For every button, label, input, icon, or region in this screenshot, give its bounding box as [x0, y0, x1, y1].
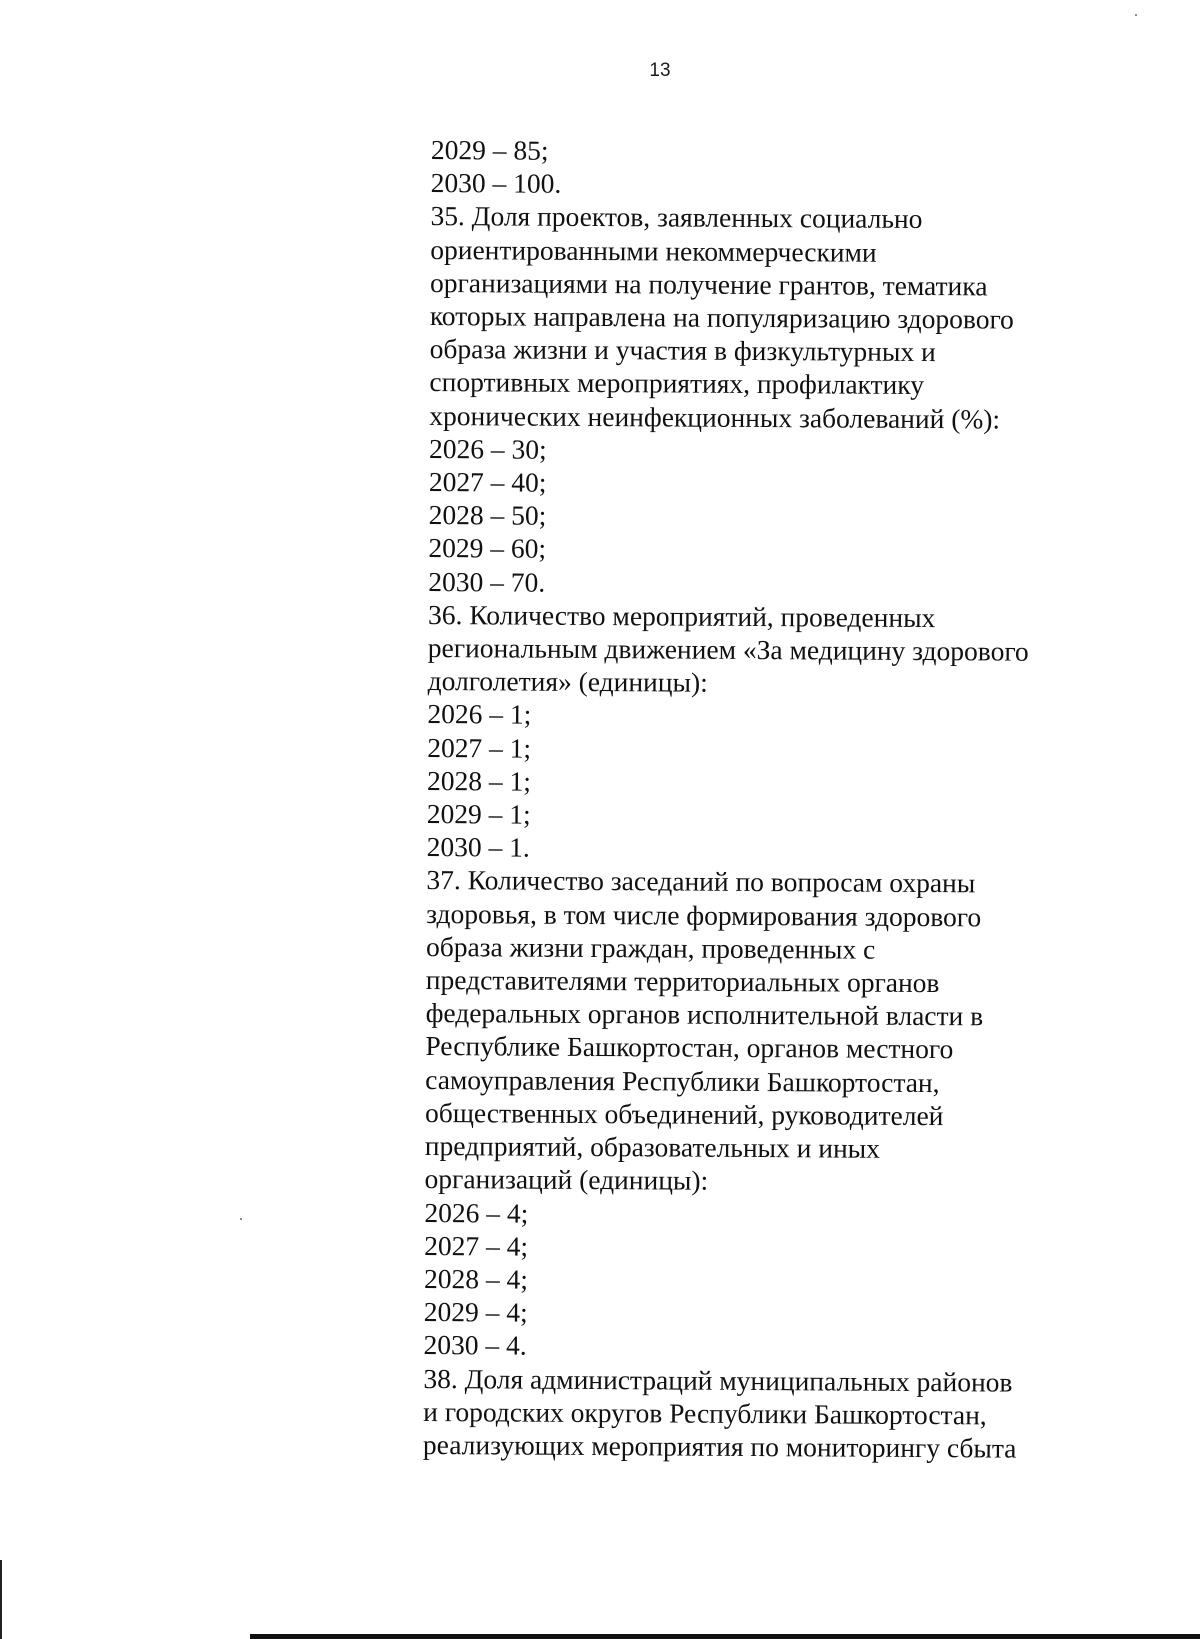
- text-line: 2026 – 1;: [427, 698, 532, 731]
- text-line: ориентированными некоммерческими: [430, 233, 877, 268]
- text-line: и городских округов Республики Башкортостан,: [423, 1395, 987, 1431]
- text-line: 2030 – 4.: [423, 1329, 527, 1361]
- text-line: организаций (единицы):: [424, 1163, 709, 1197]
- text-line: 2029 – 85;: [430, 133, 549, 166]
- text-line: 2026 – 4;: [424, 1196, 529, 1229]
- text-line: самоуправления Республики Башкортостан,: [425, 1063, 940, 1098]
- text-line: 2027 – 1;: [427, 731, 532, 764]
- text-line: федеральных органов исполнительной власти в: [425, 997, 984, 1032]
- scan-border-bottom: [250, 1634, 1200, 1639]
- page-number: 13: [649, 60, 671, 81]
- text-line: региональным движением «За медицину здорового: [427, 632, 1029, 667]
- text-line: 36. Количество мероприятий, проведенных: [427, 598, 936, 633]
- text-line: 37. Количество заседаний по вопросам охраны: [426, 864, 976, 899]
- text-line: 2030 – 100.: [430, 167, 562, 199]
- text-line: 2029 – 4;: [423, 1296, 528, 1328]
- document-body: [423, 133, 1103, 1465]
- text-line: 2030 – 70.: [428, 565, 546, 598]
- text-line: 2027 – 4;: [424, 1229, 529, 1262]
- text-line: реализующих мероприятия по мониторингу сбыта: [422, 1428, 1017, 1464]
- text-line: 2028 – 50;: [428, 499, 547, 531]
- text-line: 35. Доля проектов, заявленных социально: [430, 200, 923, 235]
- text-line: 2028 – 1;: [426, 764, 532, 797]
- text-line: долголетия» (единицы):: [427, 665, 708, 698]
- text-line: 2030 – 1.: [426, 831, 530, 863]
- text-line: общественных объединений, руководителей: [424, 1096, 944, 1132]
- text-line: 38. Доля администраций муниципальных районов: [423, 1362, 1013, 1398]
- scan-speck: [1135, 14, 1137, 16]
- scan-speck: [240, 1218, 242, 1220]
- text-line: которых направлена на популяризацию здорового: [429, 300, 1014, 335]
- text-line: Республике Башкортостан, органов местного: [425, 1030, 954, 1065]
- text-line: образа жизни и участия в физкультурных и: [429, 333, 936, 368]
- text-line: организациями на получение грантов, тематика: [429, 266, 988, 302]
- text-line: 2027 – 40;: [428, 466, 547, 498]
- text-line: предприятий, образовательных и иных: [424, 1130, 881, 1164]
- text-line: представителями территориальных органов: [425, 964, 940, 999]
- text-line: образа жизни граждан, проведенных с: [425, 930, 876, 965]
- text-line: спортивных мероприятиях, профилактику: [429, 366, 925, 401]
- text-line: здоровья, в том числе формирования здорового: [426, 897, 982, 933]
- scan-border-left: [0, 1560, 2, 1639]
- text-line: 2028 – 4;: [423, 1262, 528, 1295]
- text-line: 2029 – 1;: [426, 798, 531, 830]
- text-line: хронических неинфекционных заболеваний (%):: [429, 399, 1001, 435]
- text-line: 2029 – 60;: [428, 532, 547, 565]
- text-line: 2026 – 30;: [428, 432, 547, 465]
